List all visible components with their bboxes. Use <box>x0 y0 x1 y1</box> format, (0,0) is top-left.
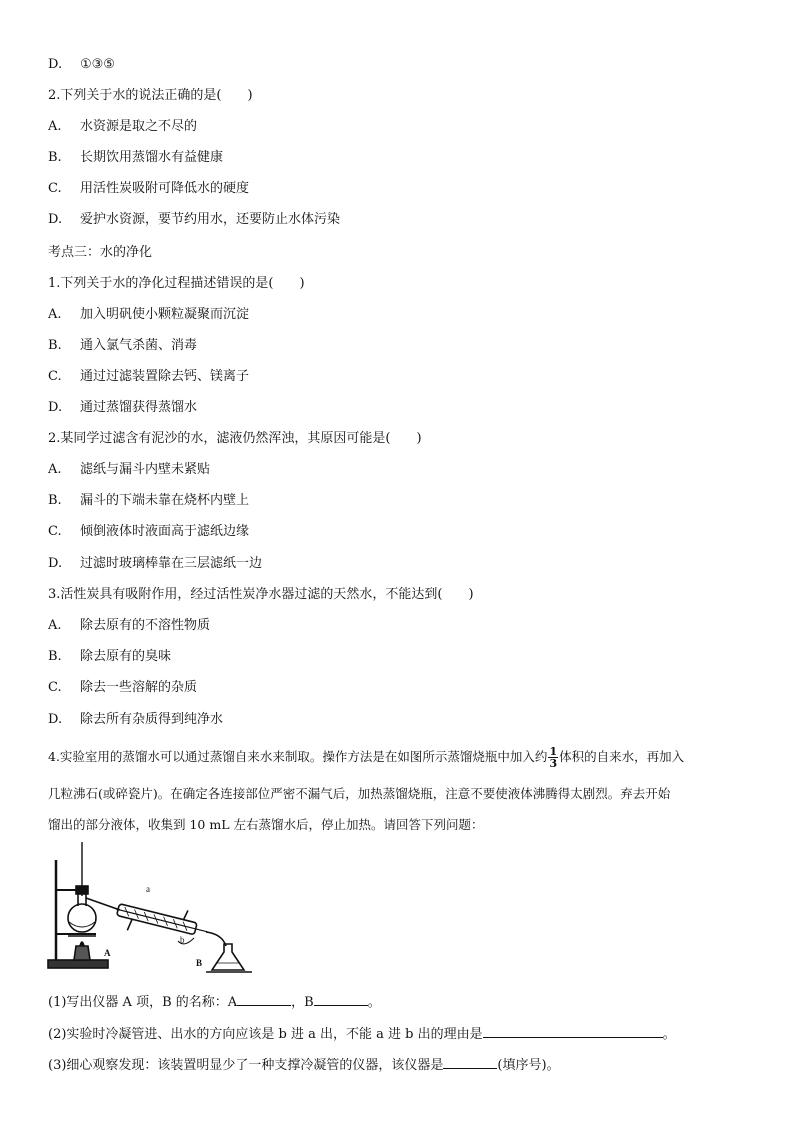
q4-part1: (1)写出仪器 A 项，B 的名称：A ，B 。 <box>48 992 381 1012</box>
section-heading: 考点三：水的净化 <box>48 245 153 260</box>
s1-option-a: A. 加入明矾使小颗粒凝聚而沉淀 <box>48 307 250 322</box>
s3-option-d: D. 除去所有杂质得到纯净水 <box>48 712 224 727</box>
s1-option-c: C. 通过过滤装置除去钙、镁离子 <box>48 369 250 384</box>
blank-A[interactable] <box>237 992 291 1006</box>
blank-B[interactable] <box>314 992 368 1006</box>
question-2-stem: 2.下列关于水的说法正确的是( ) <box>48 88 253 103</box>
label-A: A <box>104 948 111 958</box>
s2-stem: 2.某同学过滤含有泥沙的水，滤液仍然浑浊，其原因可能是( ) <box>48 431 422 446</box>
one-third-fraction: $\frac{1}{3}$ <box>549 745 558 770</box>
blank-reason[interactable] <box>483 1024 663 1038</box>
receiving-flask <box>212 944 244 970</box>
s4-paragraph-line2: 几粒沸石(或碎瓷片)。在确定各连接部位严密不漏气后，加热蒸馏烧瓶，注意不要使液体沸腾得太剧烈。弃去开始 <box>48 786 671 801</box>
label-b: b <box>180 935 185 945</box>
s3-option-a: A. 除去原有的不溶性物质 <box>48 618 211 633</box>
s1-option-d: D. 通过蒸馏获得蒸馏水 <box>48 400 198 415</box>
s4-paragraph-line3: 馏出的部分液体，收集到 10 mL 左右蒸馏水后，停止加热。请回答下列问题： <box>48 817 484 832</box>
s2-option-d: D. 过滤时玻璃棒靠在三层滤纸一边 <box>48 556 263 571</box>
option-d-prev: D. ①③⑤ <box>48 57 115 72</box>
q2-option-d: D. 爱护水资源，要节约用水，还要防止水体污染 <box>48 212 341 227</box>
q2-option-a: A. 水资源是取之不尽的 <box>48 119 198 134</box>
s2-option-b: B. 漏斗的下端未靠在烧杯内壁上 <box>48 493 250 508</box>
blank-instrument[interactable] <box>443 1055 497 1069</box>
distillation-apparatus-figure <box>46 842 256 976</box>
s2-option-a: A. 滤纸与漏斗内壁未紧贴 <box>48 462 211 477</box>
condenser <box>112 894 211 950</box>
label-a: a <box>146 884 150 894</box>
q4-part2: (2)实验时冷凝管进、出水的方向应该是 b 进 a 出，不能 a 进 b 出的理由是 。 <box>48 1024 676 1044</box>
s1-option-b: B. 通入氯气杀菌、消毒 <box>48 338 198 353</box>
s3-option-c: C. 除去一些溶解的杂质 <box>48 680 198 695</box>
s4-paragraph-line1: 4.实验室用的蒸馏水可以通过蒸馏自来水来制取。操作方法是在如图所示蒸馏烧瓶中加入约 $\frac{1}{3}$ 体积的自来水，再加入 <box>48 745 685 770</box>
s1-stem: 1.下列关于水的净化过程描述错误的是( ) <box>48 276 305 291</box>
alcohol-lamp <box>74 946 90 960</box>
s3-option-b: B. 除去原有的臭味 <box>48 649 172 664</box>
stand-base <box>48 960 108 968</box>
distilling-flask <box>68 904 96 932</box>
s3-stem: 3.活性炭具有吸附作用，经过活性炭净水器过滤的天然水，不能达到( ) <box>48 587 474 602</box>
q2-option-c: C. 用活性炭吸附可降低水的硬度 <box>48 181 250 196</box>
q4-part3: (3)细心观察发现：该装置明显少了一种支撑冷凝管的仪器，该仪器是 (填序号)。 <box>48 1055 560 1075</box>
s2-option-c: C. 倾倒液体时液面高于滤纸边缘 <box>48 524 250 539</box>
label-B: B <box>196 958 203 968</box>
q2-option-b: B. 长期饮用蒸馏水有益健康 <box>48 150 224 165</box>
